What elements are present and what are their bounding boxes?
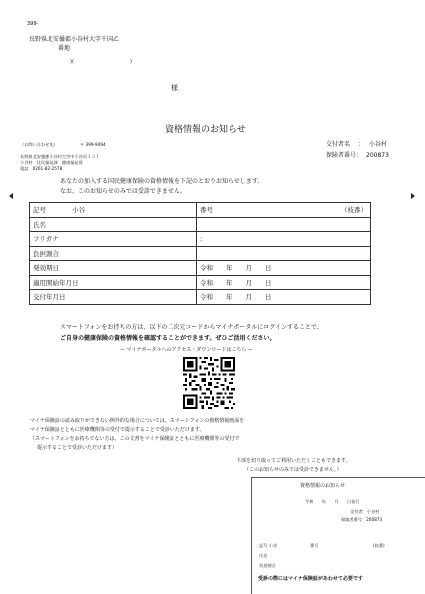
mini-symbol: 記号 小谷 [259, 543, 278, 548]
insurer-number: 200873 [366, 152, 389, 159]
mini-issue-date: 令和 年 月 日発行 [305, 499, 360, 504]
mini-branch: (枝番) [373, 543, 385, 548]
mini-number: 番号 [310, 543, 319, 548]
contact-tel: 電話 0261-82-2578 [20, 166, 63, 171]
table-row [30, 261, 371, 276]
cut-line2: （このお知らせのみでは受診できません。） [244, 467, 342, 473]
row-label: 交付年月日 [30, 290, 197, 305]
table-row [30, 232, 371, 247]
row-label: 発効期日 [30, 261, 197, 276]
postal-code: 399- [27, 21, 39, 27]
contact-postal: 〒 399-9494 [80, 142, 106, 147]
recipient-paren: ) [130, 59, 132, 65]
table-row [30, 246, 371, 261]
number-cell [197, 203, 371, 218]
qualification-table [29, 202, 371, 305]
mini-issuer: 交付者：小谷村 [350, 509, 380, 514]
row-value [197, 246, 371, 261]
note-line2: マイナ保険証とともに医療機関等の受付で提示することで受診いただけます。 [30, 427, 205, 433]
row-value: : [197, 232, 371, 247]
symbol-value: 小谷 [72, 206, 86, 215]
mini-name: 氏名 [259, 553, 268, 558]
contact-address: 長野県北安曇郡小谷村大字中小谷丙１３１ [20, 154, 100, 159]
page-title: 資格情報のお知らせ [165, 125, 246, 135]
honorific: 様 [171, 84, 178, 92]
symbol-cell [30, 203, 197, 218]
address-line1: 長野県北安曇郡小谷村大字千国乙 [29, 36, 120, 43]
row-value: 令和 年 月 日 [197, 275, 371, 290]
smartphone-line1: スマートフォンをお持ちの方は、以下の二次元コードからマイナポータルにログインすることで、 [60, 324, 323, 331]
row-value: 令和 年 月 日 [197, 261, 371, 276]
cut-line1: 下部を切り取ってご利用いただくこともできます。 [236, 458, 351, 464]
note-line3: （スマートフォンをお持ちでない方は、この文書をマイナ保険証とともに医療機関等の受付で [30, 436, 240, 442]
branch-label: （枝番） [341, 206, 367, 215]
smartphone-line2: ご自身の健康保険の資格情報を確認することができます。ぜひご活用ください。 [60, 335, 276, 342]
table-row [30, 290, 371, 305]
row-label: 負担割合 [30, 246, 197, 261]
number-label: 番号 [200, 206, 213, 215]
note-line4: 提示することで受診いただけます） [37, 445, 118, 451]
table-row [30, 275, 371, 290]
address-line2: 番地 [58, 45, 71, 52]
portal-access-text: ー マイナポータルへのアクセス・ダウンロードはこちら ー [120, 347, 253, 353]
left-marker-icon [9, 193, 13, 199]
intro-line2: なお、このお知らせのみでは受診できません。 [60, 188, 187, 195]
mini-insurer-number: 保険者番号：200873 [341, 517, 383, 522]
contact-heading: （お問い合わせ先） [20, 142, 58, 147]
issuer-label: 交付者名 [326, 141, 351, 148]
issuer-colon: ： [358, 141, 365, 148]
mini-burden: 負担割合 [259, 563, 276, 568]
row-label: フリガナ [30, 232, 197, 247]
row-label: 適用開始年月日 [30, 275, 197, 290]
mini-title: 資格情報のお知らせ [300, 483, 345, 489]
row-label: 氏名 [30, 217, 197, 232]
contact-office: 小谷村 住民福祉課 健康福祉係 [20, 160, 83, 165]
right-marker-icon [411, 193, 415, 199]
note-line1: マイナ保険証の読み取りができない例外的な場合については、スマートフォンの資格情報画面を [30, 418, 245, 424]
insurer-number-label: 保険者番号： [326, 152, 363, 159]
intro-line1: あなたの加入する国民健康保険の資格情報を下記のとおりお知らせします。 [60, 178, 264, 185]
row-value [197, 217, 371, 232]
table-row [30, 203, 371, 218]
qr-code-icon[interactable] [183, 357, 235, 409]
issuer-name: 小谷村 [369, 141, 388, 148]
row-value: 令和 年 月 日 [197, 290, 371, 305]
mini-footer: 受診の際にはマイナ保険証があわせて必要です [258, 576, 363, 582]
table-row [30, 217, 371, 232]
recipient-name-mark: )( [70, 59, 74, 65]
symbol-label: 記号 [33, 206, 46, 215]
